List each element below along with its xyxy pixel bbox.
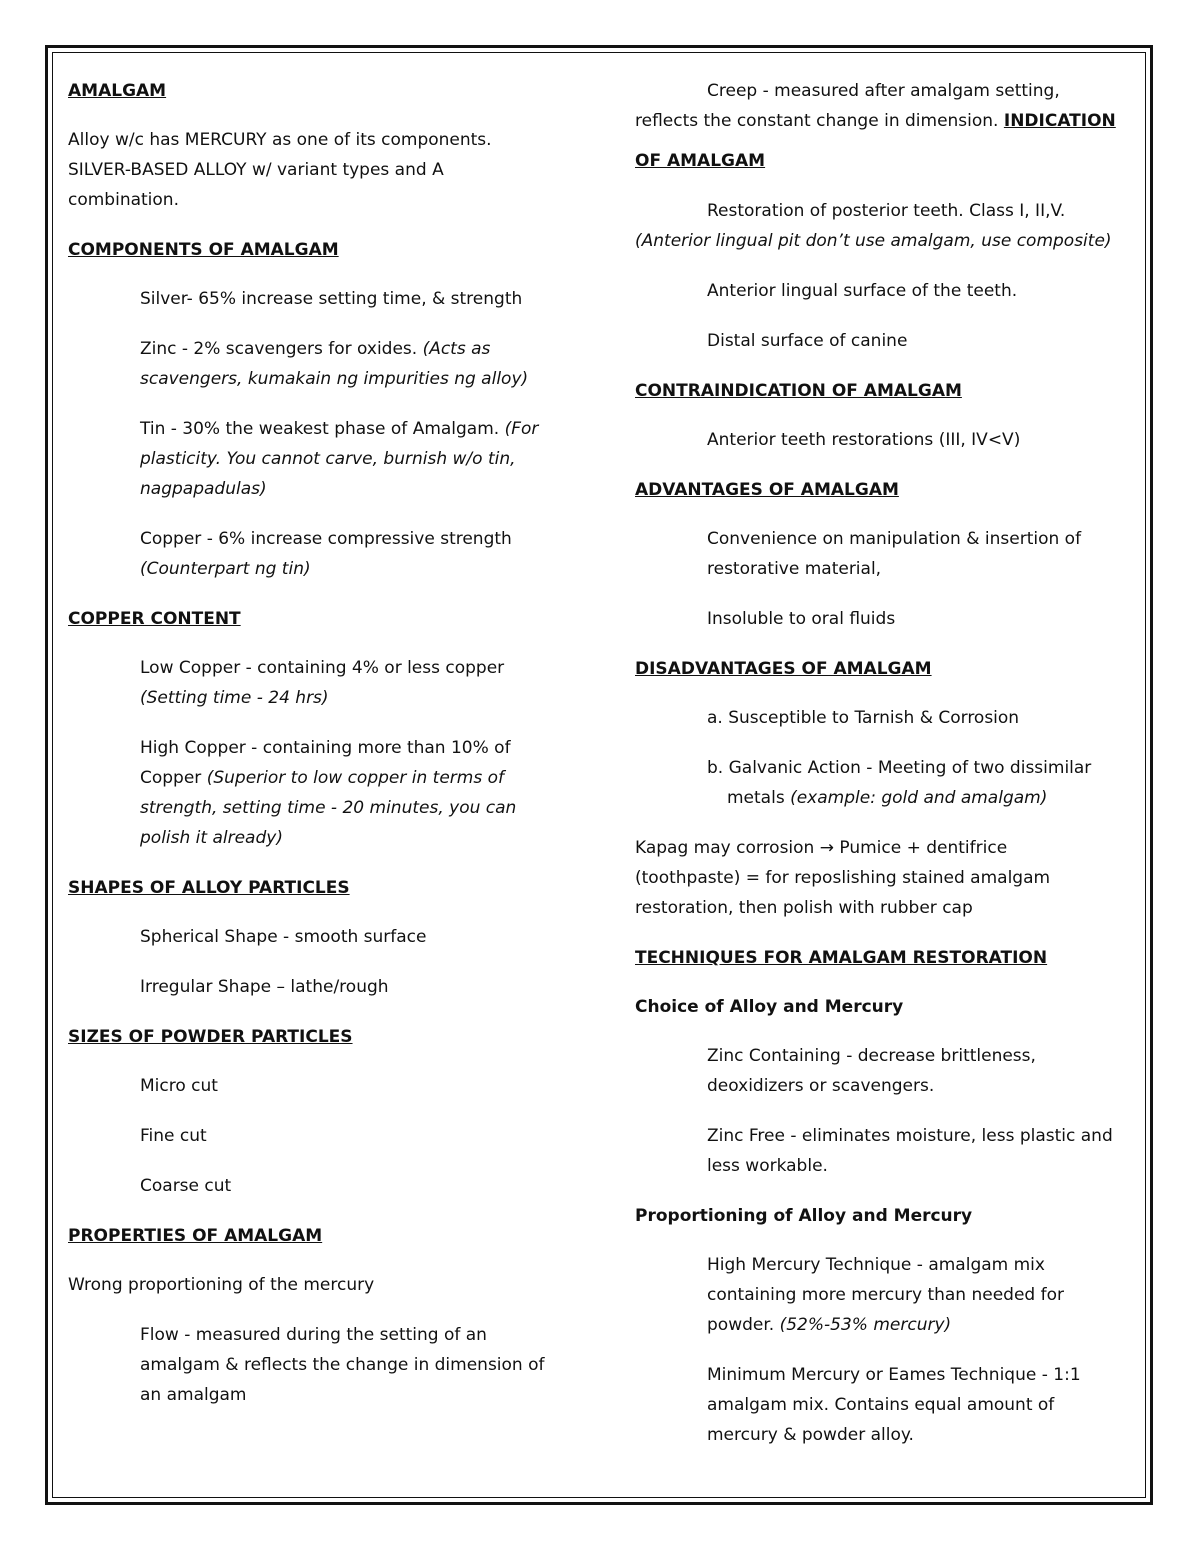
disadvantage-b-text: b. Galvanic Action - Meeting of two dissimilar xyxy=(707,758,1092,778)
heading-disadvantages: DISADVANTAGES OF AMALGAM xyxy=(635,659,932,679)
high-copper xyxy=(140,733,568,853)
zinc-text: Zinc - 2% scavengers for oxides. xyxy=(140,339,423,359)
disadvantage-a: a. Susceptible to Tarnish & Corrosion xyxy=(707,708,1020,728)
convenience-line: Convenience on manipulation & insertion of xyxy=(707,529,1082,549)
corrosion-line: Kapag may corrosion → Pumice + dentifrice xyxy=(635,838,1008,858)
heading-advantages: ADVANTAGES OF AMALGAM xyxy=(635,480,899,500)
high-copper-text: High Copper - containing more than 10% of xyxy=(140,738,511,758)
technique-minimum-mercury xyxy=(707,1360,1130,1450)
posterior-note: (Anterior lingual pit don’t use amalgam, use composite) xyxy=(635,231,1112,251)
zinc-note: (Acts as xyxy=(422,339,491,359)
heading-copper-content: COPPER CONTENT xyxy=(68,609,241,629)
minimum-mercury-line: mercury & powder alloy. xyxy=(707,1425,914,1445)
heading-techniques: TECHNIQUES FOR AMALGAM RESTORATION xyxy=(635,948,1048,968)
high-mercury-line: powder. xyxy=(707,1315,780,1335)
property-flow xyxy=(140,1320,568,1410)
flow-line: amalgam & reflects the change in dimension of xyxy=(140,1355,545,1375)
high-copper-note: polish it already) xyxy=(140,828,283,848)
shape-irregular: Irregular Shape – lathe/rough xyxy=(140,977,389,997)
component-silver: Silver- 65% increase setting time, & strength xyxy=(140,289,523,309)
subheading-choice: Choice of Alloy and Mercury xyxy=(635,997,904,1017)
high-copper-note: (Superior to low copper in terms of xyxy=(206,768,504,788)
heading-components: COMPONENTS OF AMALGAM xyxy=(68,240,339,260)
heading-sizes: SIZES OF POWDER PARTICLES xyxy=(68,1027,353,1047)
minimum-mercury-line: amalgam mix. Contains equal amount of xyxy=(707,1395,1055,1415)
indication-posterior xyxy=(635,196,1130,256)
high-copper-note: strength, setting time - 20 minutes, you can xyxy=(140,798,517,818)
low-copper-note: (Setting time - 24 hrs) xyxy=(140,688,329,708)
right-column xyxy=(635,76,1130,1470)
advantage-insoluble: Insoluble to oral fluids xyxy=(707,609,896,629)
technique-zinc-free xyxy=(707,1121,1130,1181)
disadvantage-b xyxy=(707,753,1130,813)
intro-paragraph xyxy=(68,125,568,215)
indication-lingual: Anterior lingual surface of the teeth. xyxy=(707,281,1018,301)
zinc-containing-line: Zinc Containing - decrease brittleness, xyxy=(707,1046,1036,1066)
copper-note: (Counterpart ng tin) xyxy=(140,559,311,579)
heading-indication: INDICATION xyxy=(1003,111,1116,131)
heading-indication: OF AMALGAM xyxy=(635,151,766,171)
component-tin xyxy=(140,414,568,504)
tin-note: plasticity. You cannot carve, burnish w/o tin, xyxy=(140,449,516,469)
disadvantage-b-text: metals xyxy=(727,788,791,808)
high-copper-text: Copper xyxy=(140,768,207,788)
convenience-line: restorative material, xyxy=(707,559,882,579)
corrosion-paragraph xyxy=(635,833,1130,923)
flow-line: Flow - measured during the setting of an xyxy=(140,1325,487,1345)
high-mercury-line: High Mercury Technique - amalgam mix xyxy=(707,1255,1045,1275)
intro-line: combination. xyxy=(68,190,179,210)
technique-high-mercury xyxy=(707,1250,1130,1340)
zinc-free-line: less workable. xyxy=(707,1156,828,1176)
size-coarse: Coarse cut xyxy=(140,1176,232,1196)
creep-paragraph xyxy=(635,76,1130,176)
disadvantage-b-note: (example: gold and amalgam) xyxy=(790,788,1048,808)
component-copper xyxy=(140,524,568,584)
technique-zinc-containing xyxy=(707,1041,1130,1101)
high-mercury-note: (52%-53% mercury) xyxy=(779,1315,952,1335)
low-copper xyxy=(140,653,568,713)
heading-properties: PROPERTIES OF AMALGAM xyxy=(68,1226,323,1246)
subheading-proportioning: Proportioning of Alloy and Mercury xyxy=(635,1206,973,1226)
heading-shapes: SHAPES OF ALLOY PARTICLES xyxy=(68,878,350,898)
copper-text: Copper - 6% increase compressive strength xyxy=(140,529,512,549)
left-column xyxy=(68,76,568,1430)
wrong-proportioning: Wrong proportioning of the mercury xyxy=(68,1275,375,1295)
minimum-mercury-line: Minimum Mercury or Eames Technique - 1:1 xyxy=(707,1365,1081,1385)
posterior-text: Restoration of posterior teeth. Class I, II,V. xyxy=(707,201,1066,221)
tin-note: nagpapadulas) xyxy=(140,479,267,499)
shape-spherical: Spherical Shape - smooth surface xyxy=(140,927,427,947)
heading-contraindication: CONTRAINDICATION OF AMALGAM xyxy=(635,381,962,401)
zinc-containing-line: deoxidizers or scavengers. xyxy=(707,1076,935,1096)
high-mercury-line: containing more mercury than needed for xyxy=(707,1285,1064,1305)
low-copper-text: Low Copper - containing 4% or less copper xyxy=(140,658,505,678)
intro-line: Alloy w/c has MERCURY as one of its components. xyxy=(68,130,492,150)
advantage-convenience xyxy=(707,524,1130,584)
title-amalgam: AMALGAM xyxy=(68,81,167,101)
size-fine: Fine cut xyxy=(140,1126,207,1146)
tin-text: Tin - 30% the weakest phase of Amalgam. xyxy=(140,419,505,439)
flow-line: an amalgam xyxy=(140,1385,247,1405)
contraindication-anterior: Anterior teeth restorations (III, IV<V) xyxy=(707,430,1021,450)
corrosion-line: restoration, then polish with rubber cap xyxy=(635,898,973,918)
corrosion-line: (toothpaste) = for reposlishing stained amalgam xyxy=(635,868,1051,888)
intro-line: SILVER-BASED ALLOY w/ variant types and A xyxy=(68,160,444,180)
tin-note: (For xyxy=(504,419,539,439)
zinc-free-line: Zinc Free - eliminates moisture, less plastic and xyxy=(707,1126,1113,1146)
zinc-note: scavengers, kumakain ng impurities ng alloy) xyxy=(140,369,529,389)
creep-line: Creep - measured after amalgam setting, xyxy=(707,81,1060,101)
creep-line: reflects the constant change in dimension. xyxy=(635,111,1004,131)
size-micro: Micro cut xyxy=(140,1076,218,1096)
component-zinc xyxy=(140,334,568,394)
indication-distal: Distal surface of canine xyxy=(707,331,908,351)
